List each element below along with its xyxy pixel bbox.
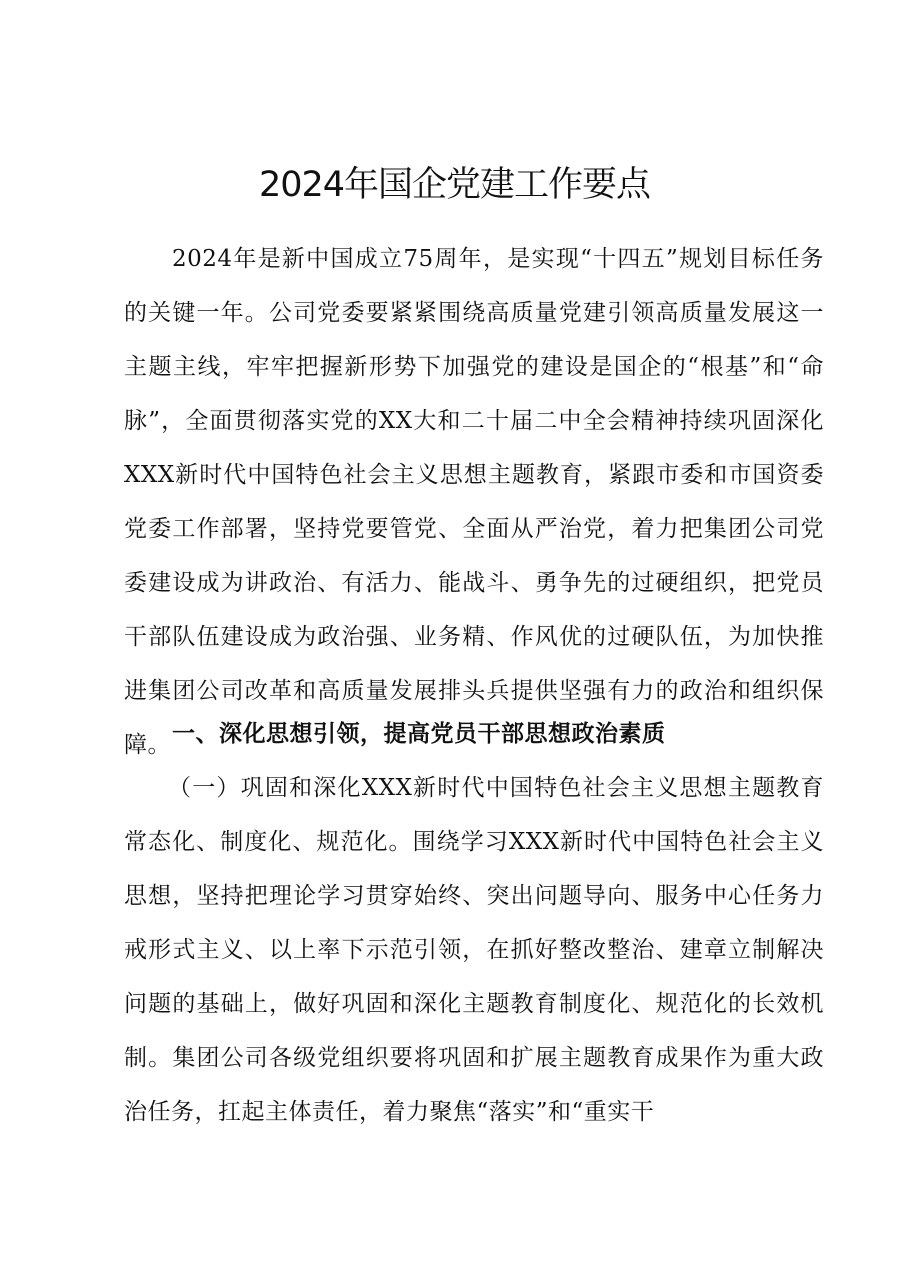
document-title: 2024年国企党建工作要点 xyxy=(258,165,651,205)
section-heading: 一、深化思想引领，提高党员干部思想政治素质 xyxy=(172,721,666,747)
section-paragraph: （一）巩固和深化XXX新时代中国特色社会主义思想主题教育常态化、制度化、规范化。围绕学习XXX新时代中国特色社会主义思想，坚持把理论学习贯穿始终、突出问题导向、服务中心任务力戒形式主义、以上率下示范引领，在抓好整改整治、建章立制解决问题的基础上，做好巩固和深化主题教育制度化、规范化的长效机制。集团公司各级党组织要将巩固和扩展主题教育成果作为重大政治任务，扛起主体责任，着力聚焦“落实”和“重实干 xyxy=(124,775,824,1125)
intro-paragraph: 2024年是新中国成立75周年，是实现“十四五”规划目标任务的关键一年。公司党委要紧紧围绕高质量党建引领高质量发展这一主题主线，牢牢把握新形势下加强党的建设是国企的“根基”和“命脉”，全面贯彻落实党的XX大和二十届二中全会精神持续巩固深化XXX新时代中国特色社会主义思想主题教育，紧跟市委和市国资委党委工作部署，坚持党要管党、全面从严治党，着力把集团公司党委建设成为讲政治、有活力、能战斗、勇争先的过硬组织，把党员干部队伍建设成为政治强、业务精、作风优的过硬队伍，为加快推进集团公司改革和高质量发展排头兵提供坚强有力的政治和组织保障。 xyxy=(124,246,824,758)
